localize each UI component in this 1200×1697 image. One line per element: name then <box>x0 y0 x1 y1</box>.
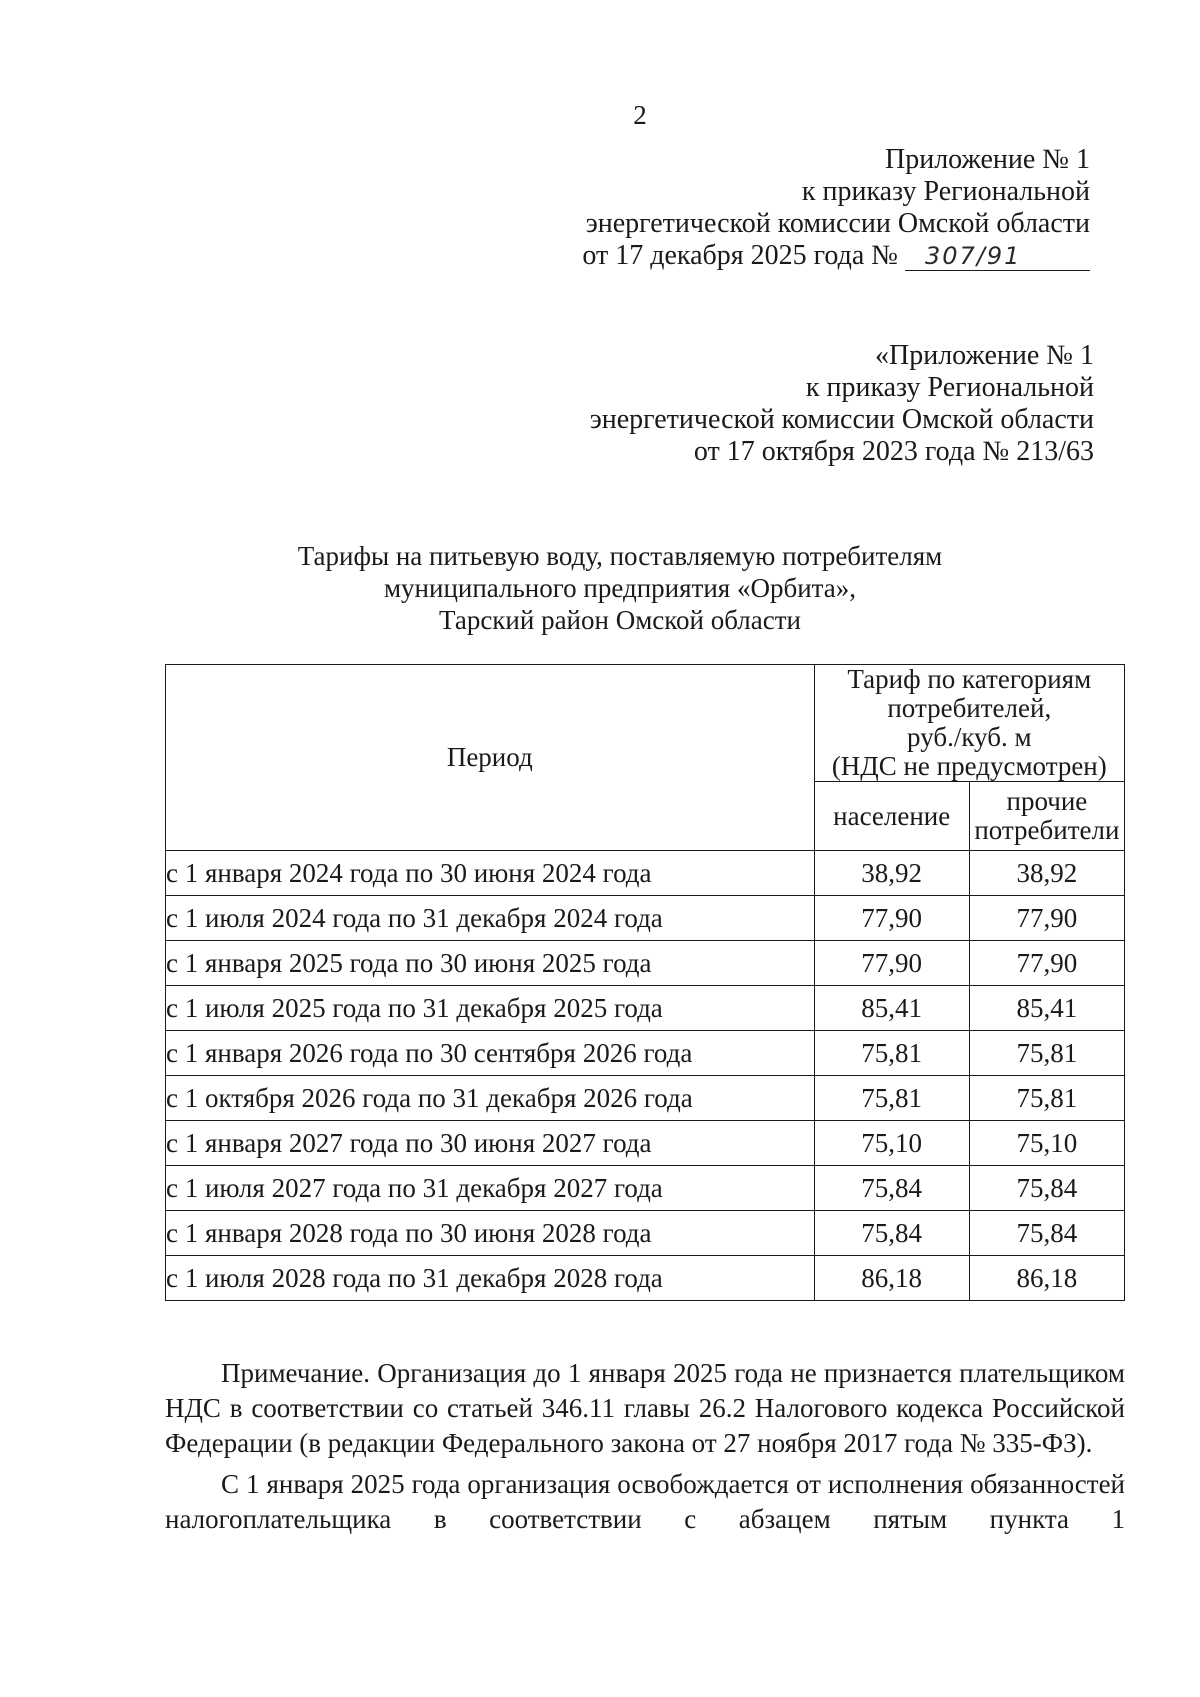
appendix-line: к приказу Региональной <box>801 176 1090 207</box>
row-period: с 1 января 2025 года по 30 июня 2025 года <box>166 941 815 986</box>
table-row <box>166 986 1125 1031</box>
note-paragraph: Примечание. Организация до 1 января 2025 года не признается плательщиком НДС в соответствии со статьей 346.11 главы 26.2 Налогового кодекса Российской Федерации (в редакции Федерального закона от 27 ноября 2017 года № 335-ФЗ). <box>165 1358 1125 1458</box>
appendix-line: к приказу Региональной <box>805 372 1094 403</box>
row-population-value: 77,90 <box>814 896 969 941</box>
row-period: с 1 января 2028 года по 30 июня 2028 года <box>166 1211 815 1256</box>
row-other-value: 86,18 <box>969 1256 1124 1301</box>
row-other-value: 75,10 <box>969 1121 1124 1166</box>
table-row <box>166 941 1125 986</box>
row-population-value: 75,81 <box>814 1031 969 1076</box>
table-row <box>166 1256 1125 1301</box>
header-tariff-line: (НДС не предусмотрен) <box>831 751 1107 781</box>
header-period: Период <box>166 665 815 851</box>
table-row <box>166 896 1125 941</box>
table-row <box>166 1031 1125 1076</box>
appendix-line: Приложение № 1 <box>885 144 1090 175</box>
row-population-value: 38,92 <box>814 851 969 896</box>
tariff-table <box>165 664 1125 1301</box>
row-other-value: 75,84 <box>969 1211 1124 1256</box>
row-population-value: 75,10 <box>814 1121 969 1166</box>
row-period: с 1 октября 2026 года по 31 декабря 2026 года <box>166 1076 815 1121</box>
header-population: население <box>814 782 969 851</box>
appendix-date-line <box>582 240 1090 272</box>
appendix-line: «Приложение № 1 <box>875 340 1094 371</box>
appendix-header-current <box>582 144 1090 272</box>
row-other-value: 77,90 <box>969 896 1124 941</box>
row-period: с 1 января 2026 года по 30 сентября 2026 года <box>166 1031 815 1076</box>
row-period: с 1 июля 2024 года по 31 декабря 2024 года <box>166 896 815 941</box>
header-tariff-line: потребителей, <box>887 693 1052 723</box>
appendix-line: от 17 октября 2023 года № 213/63 <box>693 436 1094 467</box>
document-title <box>240 540 1000 636</box>
row-other-value: 75,81 <box>969 1076 1124 1121</box>
table-row <box>166 1121 1125 1166</box>
row-population-value: 75,84 <box>814 1166 969 1211</box>
table-row <box>166 1211 1125 1256</box>
appendix-date-text: от 17 декабря 2025 года № <box>582 240 898 271</box>
appendix-line: энергетической комиссии Омской области <box>585 208 1090 239</box>
row-period: с 1 января 2027 года по 30 июня 2027 года <box>166 1121 815 1166</box>
header-tariff-line: руб./куб. м <box>907 722 1032 752</box>
row-other-value: 75,84 <box>969 1166 1124 1211</box>
row-population-value: 86,18 <box>814 1256 969 1301</box>
header-tariff <box>814 665 1124 782</box>
header-other-consumers: прочие потребители <box>969 782 1124 851</box>
title-line: муниципального предприятия «Орбита», <box>383 573 857 603</box>
appendix-line: энергетической комиссии Омской области <box>589 404 1094 435</box>
page-number: 2 <box>633 100 647 130</box>
note-section <box>165 1356 1125 1543</box>
row-population-value: 77,90 <box>814 941 969 986</box>
row-period: с 1 июля 2025 года по 31 декабря 2025 года <box>166 986 815 1031</box>
row-population-value: 85,41 <box>814 986 969 1031</box>
title-line: Тарифы на питьевую воду, поставляемую потребителям <box>297 541 943 571</box>
row-period: с 1 января 2024 года по 30 июня 2024 года <box>166 851 815 896</box>
row-other-value: 85,41 <box>969 986 1124 1031</box>
table-row <box>166 1166 1125 1211</box>
row-other-value: 77,90 <box>969 941 1124 986</box>
note-paragraph-continued: С 1 января 2025 года организация освобождается от исполнения обязанностей налогоплательщика в соответствии с абзацем пятым пункта 1 <box>165 1469 1125 1534</box>
header-tariff-line: Тариф по категориям <box>847 664 1092 694</box>
row-period: с 1 июля 2027 года по 31 декабря 2027 года <box>166 1166 815 1211</box>
handwritten-order-number: 307/91 <box>905 242 1090 271</box>
row-population-value: 75,81 <box>814 1076 969 1121</box>
table-row <box>166 851 1125 896</box>
table-row <box>166 1076 1125 1121</box>
title-line: Тарский район Омской области <box>439 605 801 635</box>
row-other-value: 38,92 <box>969 851 1124 896</box>
row-population-value: 75,84 <box>814 1211 969 1256</box>
row-other-value: 75,81 <box>969 1031 1124 1076</box>
row-period: с 1 июля 2028 года по 31 декабря 2028 года <box>166 1256 815 1301</box>
appendix-header-original <box>590 340 1094 468</box>
